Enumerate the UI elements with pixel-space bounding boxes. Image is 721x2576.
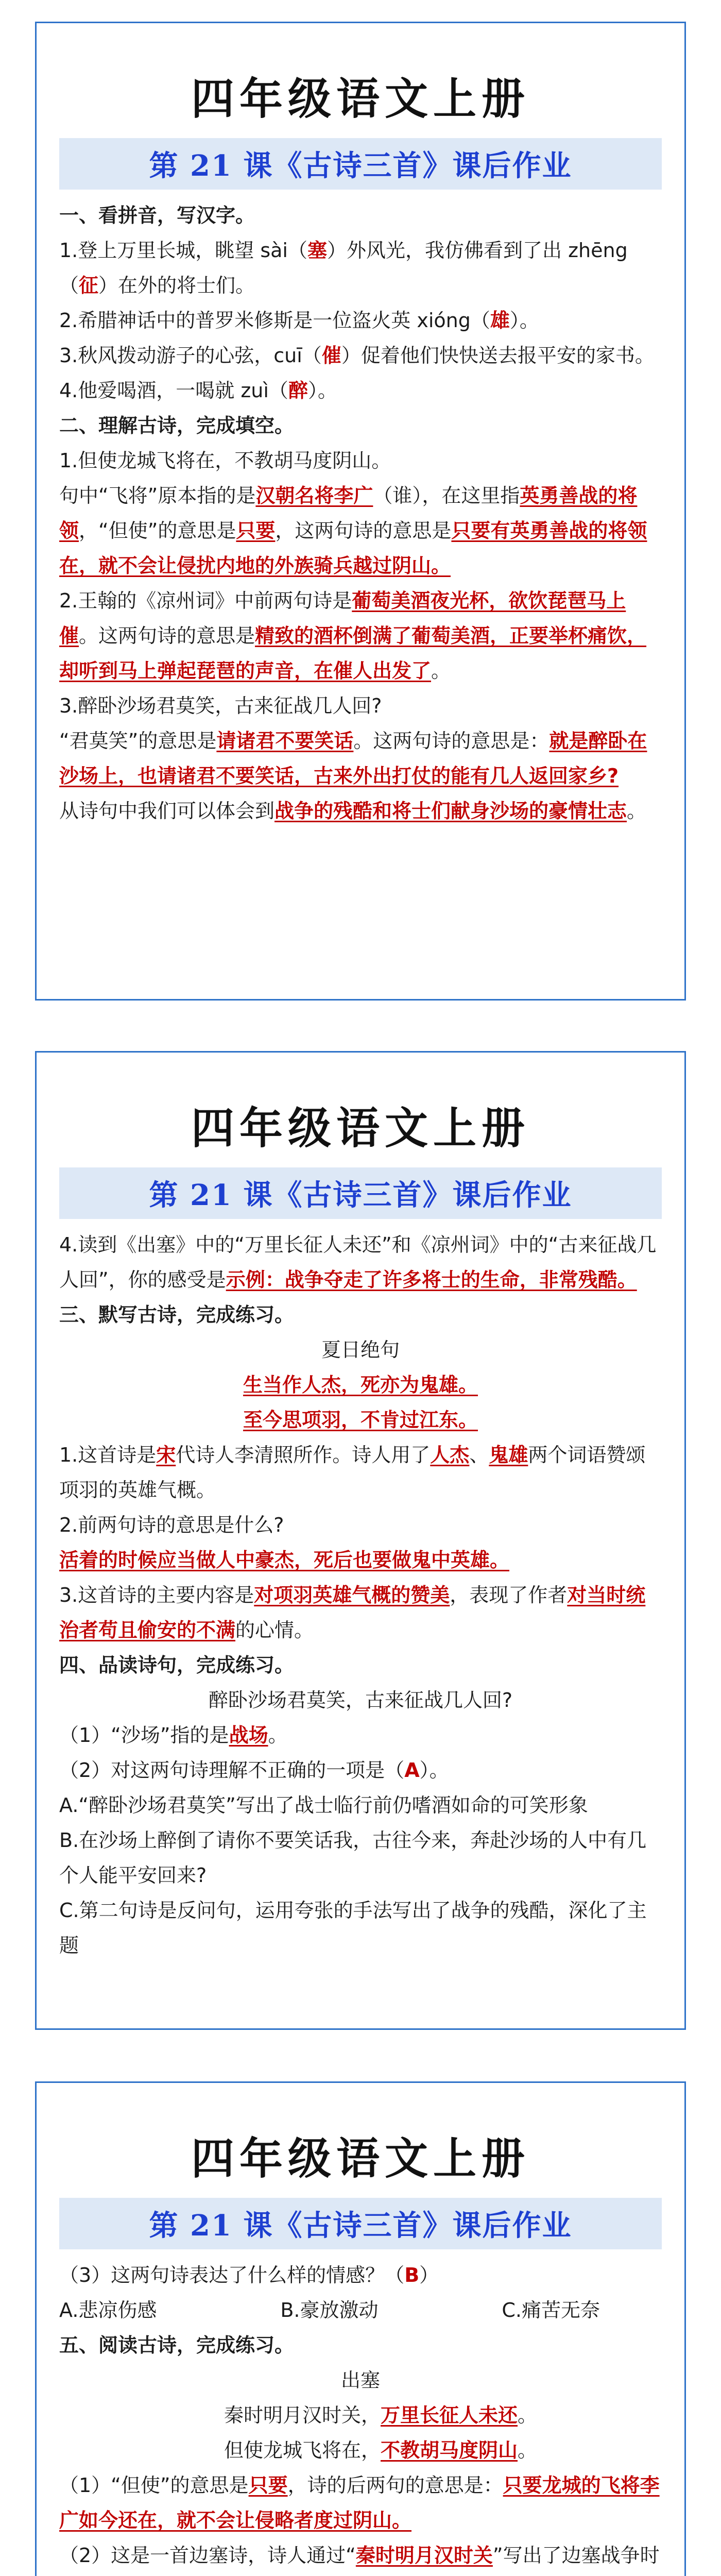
poem-line: 秦时明月汉时关，万里长征人未还。 — [224, 2404, 538, 2427]
answer: 征 — [79, 274, 99, 297]
section-heading: 三、默写古诗，完成练习。 — [59, 1303, 295, 1326]
page-title: 四年级语文上册 — [191, 2133, 530, 2184]
answer: 英勇善战的将领 — [59, 484, 638, 542]
poem-line: 但使龙城飞将在，不教胡马度阴山。 — [224, 2439, 538, 2462]
answer: 塞 — [307, 239, 327, 262]
answer: 万里长征人未还 — [381, 2404, 518, 2427]
verse-line: 醉卧沙场君莫笑，古来征战几人回? — [208, 1689, 513, 1711]
section-heading: 四、品读诗句，完成练习。 — [59, 1654, 295, 1676]
page-content — [59, 198, 662, 828]
section-heading: 一、看拼音，写汉字。 — [59, 204, 255, 227]
answer: 人杰 — [430, 1444, 470, 1466]
answer: 秦时明月汉时关 — [355, 2544, 493, 2567]
answer: 只要龙城的飞将李广如今还在，就不会让侵略者度过阴山。 — [59, 2474, 660, 2532]
answer: 生当作人杰，死亦为鬼雄。 — [243, 1374, 478, 1396]
options-row — [59, 2293, 662, 2328]
answer: 醉 — [288, 379, 308, 402]
answer: A — [404, 1759, 420, 1782]
answer: 不教胡马度阴山 — [381, 2439, 518, 2462]
question: 2.前两句诗的意思是什么? — [59, 1514, 284, 1536]
answer: 请诸君不要笑话 — [216, 730, 354, 752]
option: C.痛苦无奈 — [502, 2299, 600, 2321]
section-heading: 二、理解古诗，完成填空。 — [59, 414, 295, 437]
question: 句中“飞将”原本指的是汉朝名将李广（谁），在这里指英勇善战的将领，“但使”的意思是只要，这两句诗的意思是只要有英勇善战的将领在，就不会让侵扰内地的外族骑兵越过阴山。 — [59, 484, 647, 577]
answer: 鬼雄 — [489, 1444, 528, 1466]
question: 3.这首诗的主要内容是对项羽英雄气概的赞美，表现了作者对当时统治者苟且偷安的不满的心情。 — [59, 1584, 646, 1641]
question: 2.希腊神话中的普罗米修斯是一位盗火英 xióng（雄）。 — [59, 309, 539, 332]
option: C.第二句诗是反问句，运用夸张的手法写出了战争的残酷，深化了主题 — [59, 1899, 647, 1957]
question: 1.这首诗是宋代诗人李清照所作。诗人用了人杰、鬼雄两个词语赞颂项羽的英雄气概。 — [59, 1444, 646, 1501]
verse-line: 3.醉卧沙场君莫笑，古来征战几人回? — [59, 694, 382, 717]
worksheet-page-2 — [35, 1051, 686, 2030]
option: A.“醉卧沙场君莫笑”写出了战士临行前仍嗜酒如命的可笑形象 — [59, 1794, 588, 1817]
lesson-banner: 第 21 课《古诗三首》课后作业 — [59, 2198, 662, 2249]
answer: 战争的残酷和将士们献身沙场的豪情壮志 — [274, 800, 627, 822]
answer: 只要 — [236, 519, 276, 542]
poem-title: 夏日绝句 — [321, 1338, 400, 1361]
question: （3）这两句诗表达了什么样的情感？（B） — [59, 2264, 439, 2286]
page-title: 四年级语文上册 — [191, 73, 530, 124]
option: B.豪放激动 — [280, 2299, 379, 2321]
question: （2）对这两句诗理解不正确的一项是（A）。 — [59, 1759, 449, 1782]
answer: 只要 — [248, 2474, 288, 2497]
page-content — [59, 2258, 662, 2576]
option: A.悲凉伤感 — [59, 2299, 157, 2321]
answer: 雄 — [490, 309, 510, 332]
answer: 精致的酒杯倒满了葡萄美酒，正要举杯痛饮，却听到马上弹起琵琶的声音，在催人出发了 — [59, 624, 647, 682]
question: 2.王翰的《凉州词》中前两句诗是葡萄美酒夜光杯，欲饮琵琶马上催。这两句诗的意思是精致的酒杯倒满了葡萄美酒，正要举杯痛饮，却听到马上弹起琵琶的声音，在催人出发了。 — [59, 589, 647, 682]
answer: B — [404, 2264, 420, 2286]
question: 4.他爱喝酒，一喝就 zuì（醉）。 — [59, 379, 337, 402]
verse-line: 1.但使龙城飞将在，不教胡马度阴山。 — [59, 449, 391, 472]
question: 1.登上万里长城，眺望 sài（塞）外风光，我仿佛看到了出 zhēng（征）在外的将士们。 — [59, 239, 628, 297]
answer: 只要有英勇善战的将领在，就不会让侵扰内地的外族骑兵越过阴山。 — [59, 519, 647, 577]
answer: 汉朝名将李广 — [255, 484, 373, 507]
answer: 示例：战争夺走了许多将士的生命，非常残酷。 — [226, 1268, 637, 1291]
answer: 对当时统治者苟且偷安的不满 — [59, 1584, 646, 1641]
question: 3.秋风拨动游子的心弦，cuī（催）促着他们快快送去报平安的家书。 — [59, 344, 655, 367]
lesson-banner: 第 21 课《古诗三首》课后作业 — [59, 138, 662, 190]
section-heading: 五、阅读古诗，完成练习。 — [59, 2334, 295, 2357]
question: （1）“沙场”指的是战场。 — [59, 1724, 288, 1747]
option: B.在沙场上醉倒了请你不要笑话我，古往今来，奔赴沙场的人中有几个人能平安回来? — [59, 1829, 647, 1887]
answer: 战场 — [229, 1724, 268, 1747]
answer: 葡萄美酒夜光杯，欲饮琵琶马上催 — [59, 589, 626, 647]
question: 4.读到《出塞》中的“万里长征人未还”和《凉州词》中的“古来征战几人回”，你的感受是示例：战争夺走了许多将士的生命，非常残酷。 — [59, 1233, 657, 1291]
question: “君莫笑”的意思是请诸君不要笑话。这两句诗的意思是：就是醉卧在沙场上，也请诸君不要笑话，古来外出打仗的能有几人返回家乡? — [59, 730, 647, 787]
lesson-banner: 第 21 课《古诗三首》课后作业 — [59, 1167, 662, 1219]
question: 从诗句中我们可以体会到战争的残酷和将士们献身沙场的豪情壮志。 — [59, 800, 647, 822]
page-title: 四年级语文上册 — [191, 1103, 530, 1154]
question — [59, 1543, 662, 1578]
answer: 对项羽英雄气概的赞美 — [254, 1584, 450, 1606]
worksheet-page-1 — [35, 22, 686, 1001]
poem-line — [59, 1367, 662, 1402]
answer: 宋 — [156, 1444, 176, 1466]
answer: 催 — [321, 344, 341, 367]
answer: 至今思项羽，不肯过江东。 — [243, 1409, 478, 1431]
question: （2）这是一首边塞诗，诗人通过“秦时明月汉时关”写出了边塞战争时 — [59, 2544, 660, 2567]
answer: 活着的时候应当做人中豪杰，死后也要做鬼中英雄。 — [59, 1549, 510, 1571]
page-content — [59, 1227, 662, 1963]
question: （1）“但使”的意思是只要，诗的后两句的意思是：只要龙城的飞将李广如今还在，就不会让侵略者度过阴山。 — [59, 2474, 660, 2532]
worksheet-page-3 — [35, 2081, 686, 2576]
answer: 就是醉卧在沙场上，也请诸君不要笑话，古来外出打仗的能有几人返回家乡? — [59, 730, 647, 787]
poem-title: 出塞 — [340, 2369, 380, 2392]
poem-line — [59, 1402, 662, 1437]
